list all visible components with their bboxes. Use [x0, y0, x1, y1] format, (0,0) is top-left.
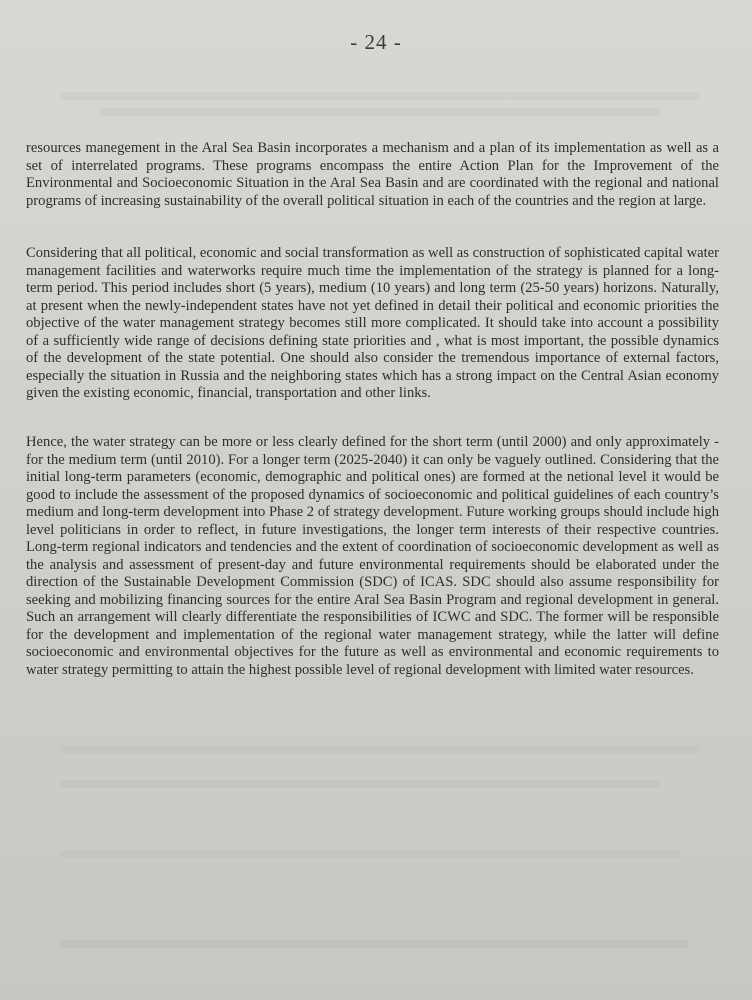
- bleed-through-mark: [60, 780, 660, 788]
- bleed-through-mark: [100, 108, 660, 116]
- bleed-through-mark: [60, 940, 690, 948]
- bleed-through-mark: [60, 92, 700, 100]
- paragraph-1: resources manegement in the Aral Sea Basin incorporates a mechanism and a plan of its implementation as well as a set of interrelated programs. These programs encompass the entire Action Plan for the Improvement of the Environmental and Socioeconomic Situation in the Aral Sea Basin and are coordinated with the regional and national programs of increasing sustainability of the overall political situation in each of the countries and the region at large.: [26, 140, 719, 209]
- page-number: - 24 -: [350, 30, 402, 54]
- paragraph-3: Hence, the water strategy can be more or less clearly defined for the short term (until 2000) and only approximately - for the medium term (until 2010). For a longer term (2025-2040) it can only be vaguely outlined. Considering that the initial long-term parameters (economic, demographic and political ones) are formed at the netional level it would be good to include the assessment of the proposed dynamics of socioeconomic and political guidelines of each country’s medium and long-term development into Phase 2 of strategy development. Future working groups should include high level politicians in order to reflect, in future investigations, the longer term interests of their respective countries. Long-term regional indicators and tendencies and the extent of coordination of socioeconomic development as well as the analysis and assessment of present-day and future environmental requirements should be elaborated under the direction of the Sustainable Development Commission (SDC) of ICAS. SDC should also assume responsibility for seeking and mobilizing financing sources for the entire Aral Sea Basin Program and regional development in general. Such an arrangement will clearly differentiate the responsibilities of ICWC and SDC. The former will be responsible for the development and implementation of the regional water management strategy, while the latter will define socioeconomic and environmental objectives for the future as well as environmental and economic requirements to water strategy permitting to attain the highest possible level of regional development with limited water resources.: [26, 434, 719, 678]
- bleed-through-mark: [60, 850, 680, 858]
- bleed-through-mark: [60, 745, 700, 753]
- paragraph-2: Considering that all political, economic and social transformation as well as construction of sophisticated capital water management facilities and waterworks require much time the implementation of the strategy is planned for a long-term period. This period includes short (5 years), medium (10 years) and long term (25-50 years) horizons. Naturally, at present when the newly-independent states have not yet defined in detail their political and economic priorities the objective of the water management strategy becomes still more complicated. It should take into account a possibility of a sufficiently wide range of decisions defining state priorities and , what is most important, the possible dynamics of the development of the state potential. One should also consider the tremendous importance of external factors, especially the situation in Russia and the neighboring states which has a strong impact on the Central Asian economy given the existing economic, financial, transportation and other links.: [26, 245, 720, 401]
